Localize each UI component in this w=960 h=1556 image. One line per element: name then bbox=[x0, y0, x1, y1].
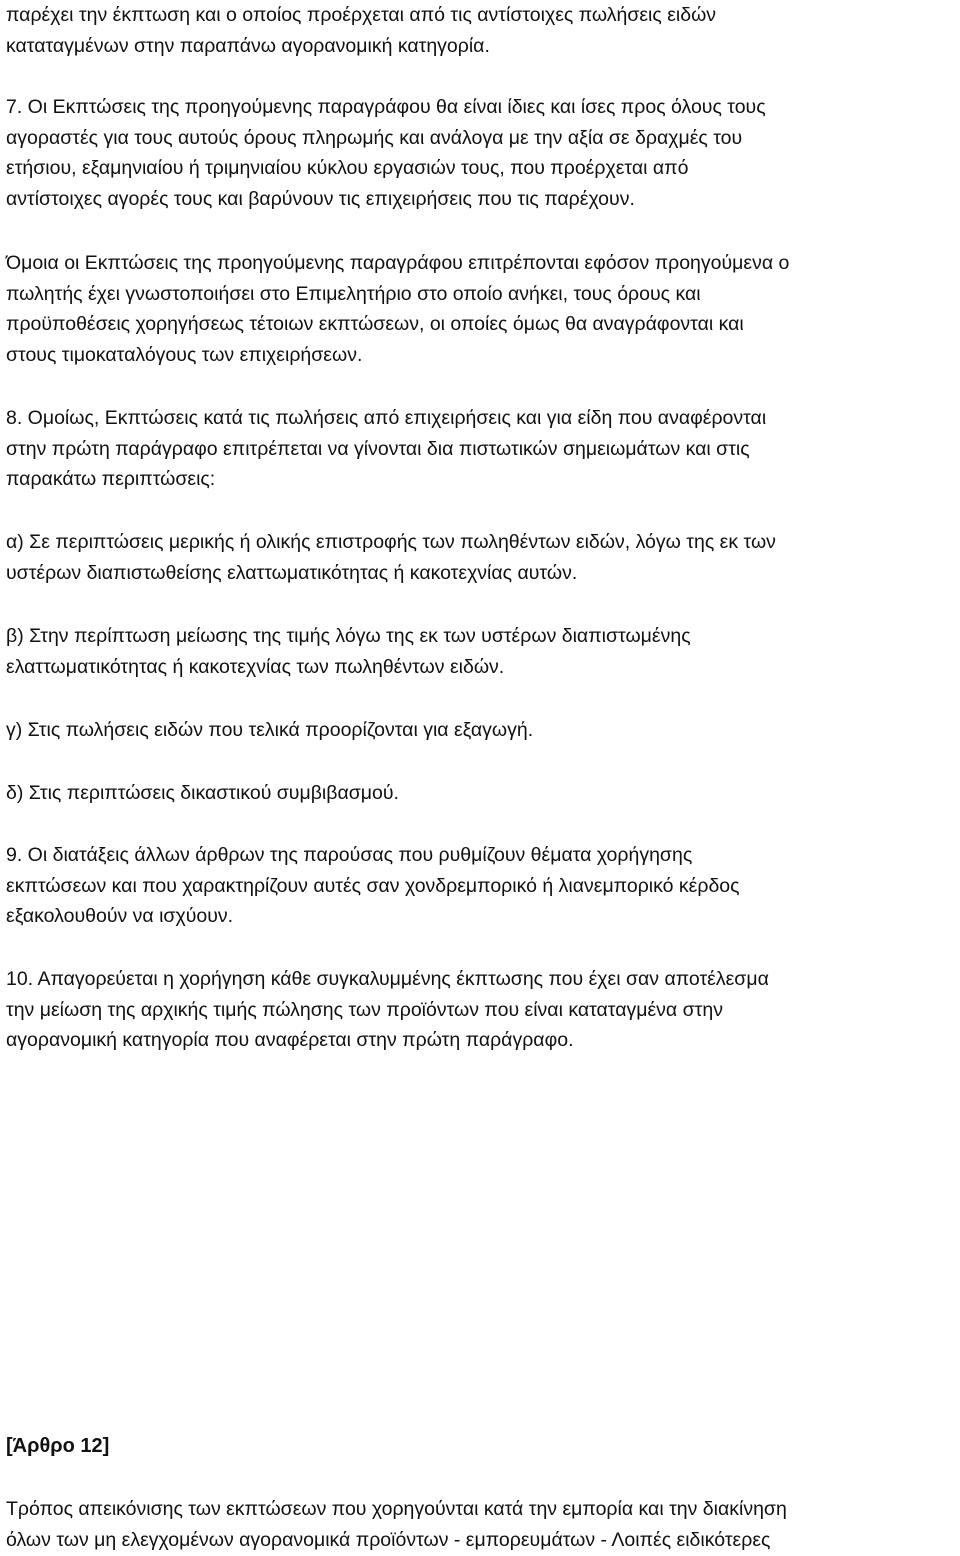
paragraph-continuation: παρέχει την έκπτωση και ο οποίος προέρχεται από τις αντίστοιχες πωλήσεις ειδών καταταγμένων στην παραπάνω αγορανομική κατηγορία. bbox=[6, 4, 717, 57]
paragraph-8-a: α) Σε περιπτώσεις μερικής ή ολικής επιστροφής των πωληθέντων ειδών, λόγω της εκ των υστέρων διαπιστωθείσης ελαττωματικότητας ή κακοτεχνίας αυτών. bbox=[6, 531, 776, 584]
paragraph-8-d: δ) Στις περιπτώσεις δικαστικού συμβιβασμού. bbox=[6, 782, 399, 804]
article-heading: [Άρθρο 12] bbox=[6, 1435, 110, 1457]
paragraph-10: 10. Απαγορεύεται η χορήγηση κάθε συγκαλυμμένης έκπτωσης που έχει σαν αποτέλεσμα την μείωση της αρχικής τιμής πώλησης των προϊόντων που είναι καταταγμένα στην αγορανομική κατηγορία που αναφέρεται στην πρώτη παράγραφο. bbox=[6, 968, 769, 1051]
paragraph-9: 9. Οι διατάξεις άλλων άρθρων της παρούσας που ρυθμίζουν θέματα χορήγησης εκπτώσεων και που χαρακτηρίζουν αυτές σαν χονδρεμπορικό ή λιανεμπορικό κέρδος εξακολουθούν να ισχύουν. bbox=[6, 844, 740, 927]
article-intro: Τρόπος απεικόνισης των εκπτώσεων που χορηγούνται κατά την εμπορία και την διακίνηση όλων των μη ελεγχομένων αγορανομικά προϊόντων - εμπορευμάτων - Λοιπές ειδικότερες bbox=[6, 1498, 787, 1551]
paragraph-8-c: γ) Στις πωλήσεις ειδών που τελικά προορίζονται για εξαγωγή. bbox=[6, 719, 534, 741]
paragraph-8: 8. Ομοίως, Εκπτώσεις κατά τις πωλήσεις από επιχειρήσεις και για είδη που αναφέρονται στην πρώτη παράγραφο επιτρέπεται να γίνονται δια πιστωτικών σημειωμάτων και στις παρακάτω περιπτώσεις: bbox=[6, 407, 767, 490]
paragraph-8-b: β) Στην περίπτωση μείωσης της τιμής λόγω της εκ των υστέρων διαπιστωμένης ελαττωματικότητας ή κακοτεχνίας των πωληθέντων ειδών. bbox=[6, 625, 691, 678]
paragraph-7: 7. Οι Εκπτώσεις της προηγούμενης παραγράφου θα είναι ίδιες και ίσες προς όλους τους αγοραστές για τους αυτούς όρους πληρωμής και ανάλογα με την αξία σε δραχμές του ετήσιου, εξαμηνιαίου ή τριμηνιαίου κύκλου εργασιών τους, που προέρχεται από αντίστοιχες αγορές τους και βαρύνουν τις επιχειρήσεις που τις παρέχουν. bbox=[6, 96, 766, 210]
paragraph-similar: Όμοια οι Εκπτώσεις της προηγούμενης παραγράφου επιτρέπονται εφόσον προηγούμενα ο πωλητής έχει γνωστοποιήσει στο Επιμελητήριο στο οποίο ανήκει, τους όρους και προϋποθέσεις χορηγήσεως τέτοιων εκπτώσεων, οι οποίες όμως θα αναγράφονται και στους τιμοκαταλόγους των επιχειρήσεων. bbox=[6, 252, 790, 366]
